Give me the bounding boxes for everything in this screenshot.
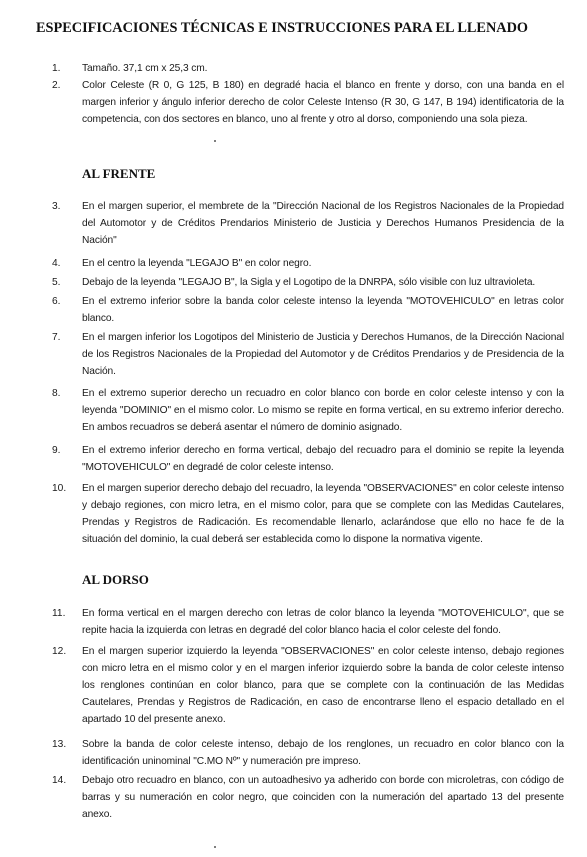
scan-speck xyxy=(214,140,216,142)
item-number: 4. xyxy=(52,258,61,269)
section-heading-back: AL DORSO xyxy=(82,572,149,587)
item-text: En el centro la leyenda "LEGAJO B" en color negro. xyxy=(82,258,312,269)
item-number: 11. xyxy=(52,608,66,619)
item-text: En el margen inferior los Logotipos del Ministerio de Justicia y Derechos Humanos, de la Dirección Nacional de los Registros Nacionales de la Propiedad del Automotor y de Créditos Prendarios y de Presidencia de la Nación. xyxy=(82,332,564,377)
item-text: Debajo de la leyenda "LEGAJO B", la Sigla y el Logotipo de la DNRPA, sólo visible con luz ultravioleta. xyxy=(82,277,536,288)
item-text: Debajo otro recuadro en blanco, con un autoadhesivo ya adherido con borde con microletras, con código de barras y su numeración en color negro, que coinciden con la numeración del apartado 13 del presente anexo. xyxy=(82,775,564,820)
item-number: 6. xyxy=(52,296,61,307)
item-text: En el extremo inferior derecho en forma vertical, debajo del recuadro para el dominio se repite la leyenda "MOTOVEHICULO" en degradé de color celeste intenso. xyxy=(82,445,564,473)
item-text: En el margen superior, el membrete de la "Dirección Nacional de los Registros Nacionales de la Propiedad del Automotor y de Créditos Prendarios Ministerio de Justicia y Derechos Humanos Presidencia de la Nación" xyxy=(82,201,564,246)
item-number: 7. xyxy=(52,332,61,343)
item-text: En el extremo inferior sobre la banda color celeste intenso la leyenda "MOTOVEHICULO" en letras color blanco. xyxy=(82,296,564,324)
section-heading-front: AL FRENTE xyxy=(82,166,156,181)
item-number: 5. xyxy=(52,277,61,288)
item-text: En el extremo superior derecho un recuadro en color blanco con borde en color celeste intenso y con la leyenda "DOMINIO" en el mismo color. Lo mismo se repite en forma vertical, en su extremo inferior derecho. En ambos recuadros se deberá asentar el número de dominio asignado. xyxy=(82,388,564,433)
item-number: 13. xyxy=(52,739,67,750)
item-number: 8. xyxy=(52,388,61,399)
item-text: Color Celeste (R 0, G 125, B 180) en degradé hacia el blanco en frente y dorso, con una banda en el margen inferior y ángulo inferior derecho de color Celeste Intenso (R 30, G 147, B 194) identificatoria de la competencia, con dos sectores en blanco, uno al frente y otro al dorso, componiendo una sola pieza. xyxy=(82,80,564,125)
item-number: 14. xyxy=(52,775,67,786)
item-number: 3. xyxy=(52,201,61,212)
item-text: Tamaño. 37,1 cm x 25,3 cm. xyxy=(82,63,208,74)
item-number: 2. xyxy=(52,80,61,91)
scan-speck xyxy=(214,846,216,848)
item-text: En el margen superior derecho debajo del recuadro, la leyenda "OBSERVACIONES" en color celeste intenso y debajo regiones, con micro letra, en el mismo color, para que se complete con las Medidas Cautelares, Prendas y Registros de Radicación. Es recomendable llenarlo, aclarándose que ello no hace fe de la situación del dominio, la cual deberá ser establecida como lo dispone la normativa vigente. xyxy=(82,483,564,545)
item-text: En el margen superior izquierdo la leyenda "OBSERVACIONES" en color celeste intenso, debajo regiones con micro letra en el mismo color y en el margen inferior izquierdo sobre la banda de color celeste intenso los renglones continúan en color blanco, para que se complete con la continuación de las Medidas Cautelares, Prendas y Registros de Radicación, en caso de encontrarse lleno el espacio detallado en el apartado 10 del presente anexo. xyxy=(82,646,564,725)
item-text: En forma vertical en el margen derecho con letras de color blanco la leyenda "MOTOVEHICULO", que se repite hacia la izquierda con letras en degradé del color blanco hacia el color celeste del fondo. xyxy=(82,608,564,636)
document-title: ESPECIFICACIONES TÉCNICAS E INSTRUCCIONES PARA EL LLENADO xyxy=(36,20,529,36)
item-text: Sobre la banda de color celeste intenso, debajo de los renglones, un recuadro en color blanco con la identificación uninominal "C.MO Nº" y numeración pre impreso. xyxy=(82,739,564,767)
item-number: 1. xyxy=(52,63,61,74)
item-number: 10. xyxy=(52,483,67,494)
item-number: 12. xyxy=(52,646,67,657)
item-number: 9. xyxy=(52,445,61,456)
